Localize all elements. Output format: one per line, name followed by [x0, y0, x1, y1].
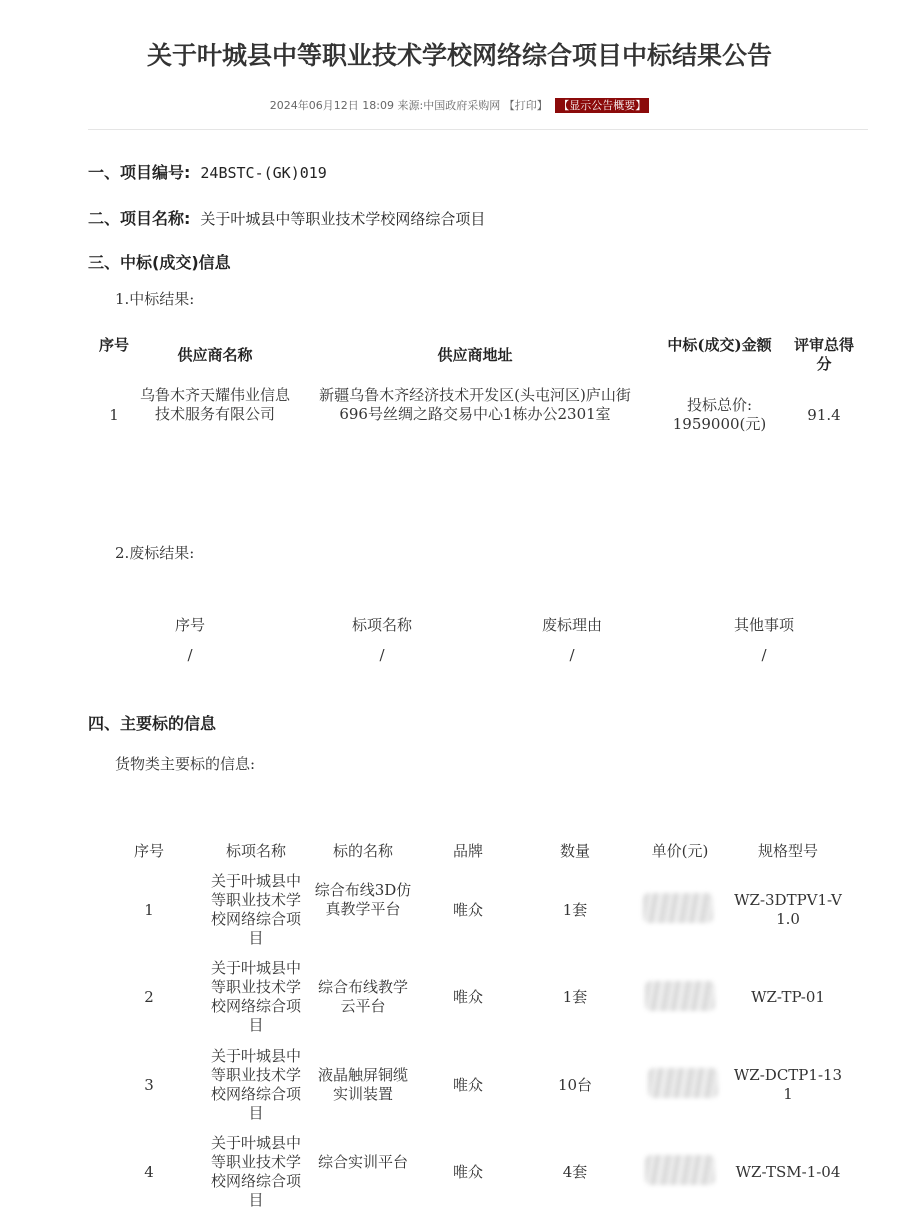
void-header-reason: 废标理由: [541, 616, 602, 634]
void-cell: /: [187, 646, 193, 664]
goods-cell-qty: 1套: [562, 988, 588, 1006]
redacted-price: [645, 1155, 715, 1185]
print-link[interactable]: 【打印】: [503, 99, 548, 112]
award-row-no: 1: [109, 406, 119, 424]
section-label: 一、项目编号:: [88, 163, 191, 182]
goods-cell-brand: 唯众: [452, 1076, 483, 1094]
award-row-score: 91.4: [807, 406, 841, 424]
goods-heading: 货物类主要标的信息:: [115, 755, 256, 773]
show-summary-button[interactable]: 【显示公告概要】: [555, 98, 649, 113]
section-main-items: [88, 711, 216, 734]
goods-cell-brand: 唯众: [452, 1163, 483, 1181]
void-header-no: 序号: [174, 616, 205, 634]
redacted-price: [645, 981, 715, 1011]
award-header-address: 供应商地址: [437, 346, 513, 364]
section-project-name: [88, 206, 485, 229]
award-row-amount: [652, 396, 787, 434]
goods-cell-model: WZ-TSM-1-04: [735, 1163, 841, 1181]
void-result-heading: 2.废标结果:: [115, 544, 195, 562]
project-name: 关于叶城县中等职业技术学校网络综合项目: [200, 210, 486, 228]
void-header-other: 其他事项: [733, 616, 794, 634]
goods-cell-no: 3: [144, 1076, 154, 1094]
award-header-amount: 中标(成交)金额: [667, 336, 772, 354]
award-row-address: 新疆乌鲁木齐经济技术开发区(头屯河区)庐山街696号丝绸之路交易中心1栋办公2301室: [319, 386, 631, 423]
section-award-info: [88, 250, 231, 273]
goods-cell-model: WZ-TP-01: [751, 988, 825, 1006]
goods-header-model: 规格型号: [757, 842, 818, 860]
award-header-score: 评审总得分: [793, 336, 854, 373]
goods-cell-model: WZ-DCTP1-131: [733, 1066, 843, 1103]
goods-cell-item: 综合实训平台: [317, 1153, 408, 1171]
goods-header-lot: 标项名称: [225, 842, 286, 860]
title-divider: [88, 129, 868, 130]
void-cell: /: [761, 646, 767, 664]
goods-cell-qty: 10台: [557, 1076, 593, 1094]
article-meta: [0, 97, 919, 113]
goods-header-brand: 品牌: [452, 842, 483, 860]
award-header-no: 序号: [98, 336, 129, 354]
section-label: 二、项目名称:: [88, 209, 191, 228]
goods-header-item: 标的名称: [332, 842, 393, 860]
goods-cell-lot: 关于叶城县中等职业技术学校网络综合项目: [210, 1134, 301, 1209]
void-cell: /: [379, 646, 385, 664]
goods-header-no: 序号: [133, 842, 164, 860]
goods-cell-item: 液晶触屏铜缆实训装置: [317, 1066, 408, 1103]
goods-cell-model: WZ-3DTPV1-V1.0: [734, 891, 842, 928]
goods-header-qty: 数量: [559, 842, 590, 860]
goods-cell-brand: 唯众: [452, 901, 483, 919]
goods-cell-lot: 关于叶城县中等职业技术学校网络综合项目: [210, 1047, 301, 1122]
source-link[interactable]: 中国政府采购网: [423, 99, 501, 112]
goods-cell-item: 综合布线3D仿真教学平台: [314, 881, 412, 918]
goods-cell-item: 综合布线教学云平台: [317, 978, 408, 1015]
goods-cell-no: 2: [144, 988, 154, 1006]
goods-cell-lot: 关于叶城县中等职业技术学校网络综合项目: [210, 959, 301, 1034]
goods-cell-brand: 唯众: [452, 988, 483, 1006]
void-header-lot: 标项名称: [351, 616, 412, 634]
project-number: 24BSTC-(GK)019: [200, 164, 327, 182]
section-label: 四、主要标的信息: [88, 714, 217, 733]
section-label: 三、中标(成交)信息: [88, 253, 231, 272]
award-result-heading: 1.中标结果:: [115, 290, 195, 308]
source-label: 来源:: [397, 99, 424, 112]
redacted-price: [648, 1068, 718, 1098]
amount-label: 投标总价:: [686, 396, 753, 414]
goods-cell-no: 4: [144, 1163, 154, 1181]
goods-cell-qty: 1套: [562, 901, 588, 919]
redacted-price: [643, 893, 713, 923]
goods-header-price: 单价(元): [651, 842, 709, 860]
publish-date: 2024年06月12日 18:09: [269, 99, 394, 112]
award-header-name: 供应商名称: [177, 346, 253, 364]
goods-cell-qty: 4套: [562, 1163, 588, 1181]
goods-cell-no: 1: [144, 901, 154, 919]
page-title: 关于叶城县中等职业技术学校网络综合项目中标结果公告: [146, 41, 772, 70]
goods-cell-lot: 关于叶城县中等职业技术学校网络综合项目: [210, 872, 301, 947]
amount-value: 1959000(元): [672, 415, 767, 433]
section-project-number: [88, 160, 327, 183]
void-cell: /: [569, 646, 575, 664]
award-row-supplier: 乌鲁木齐天耀伟业信息技术服务有限公司: [140, 386, 291, 423]
